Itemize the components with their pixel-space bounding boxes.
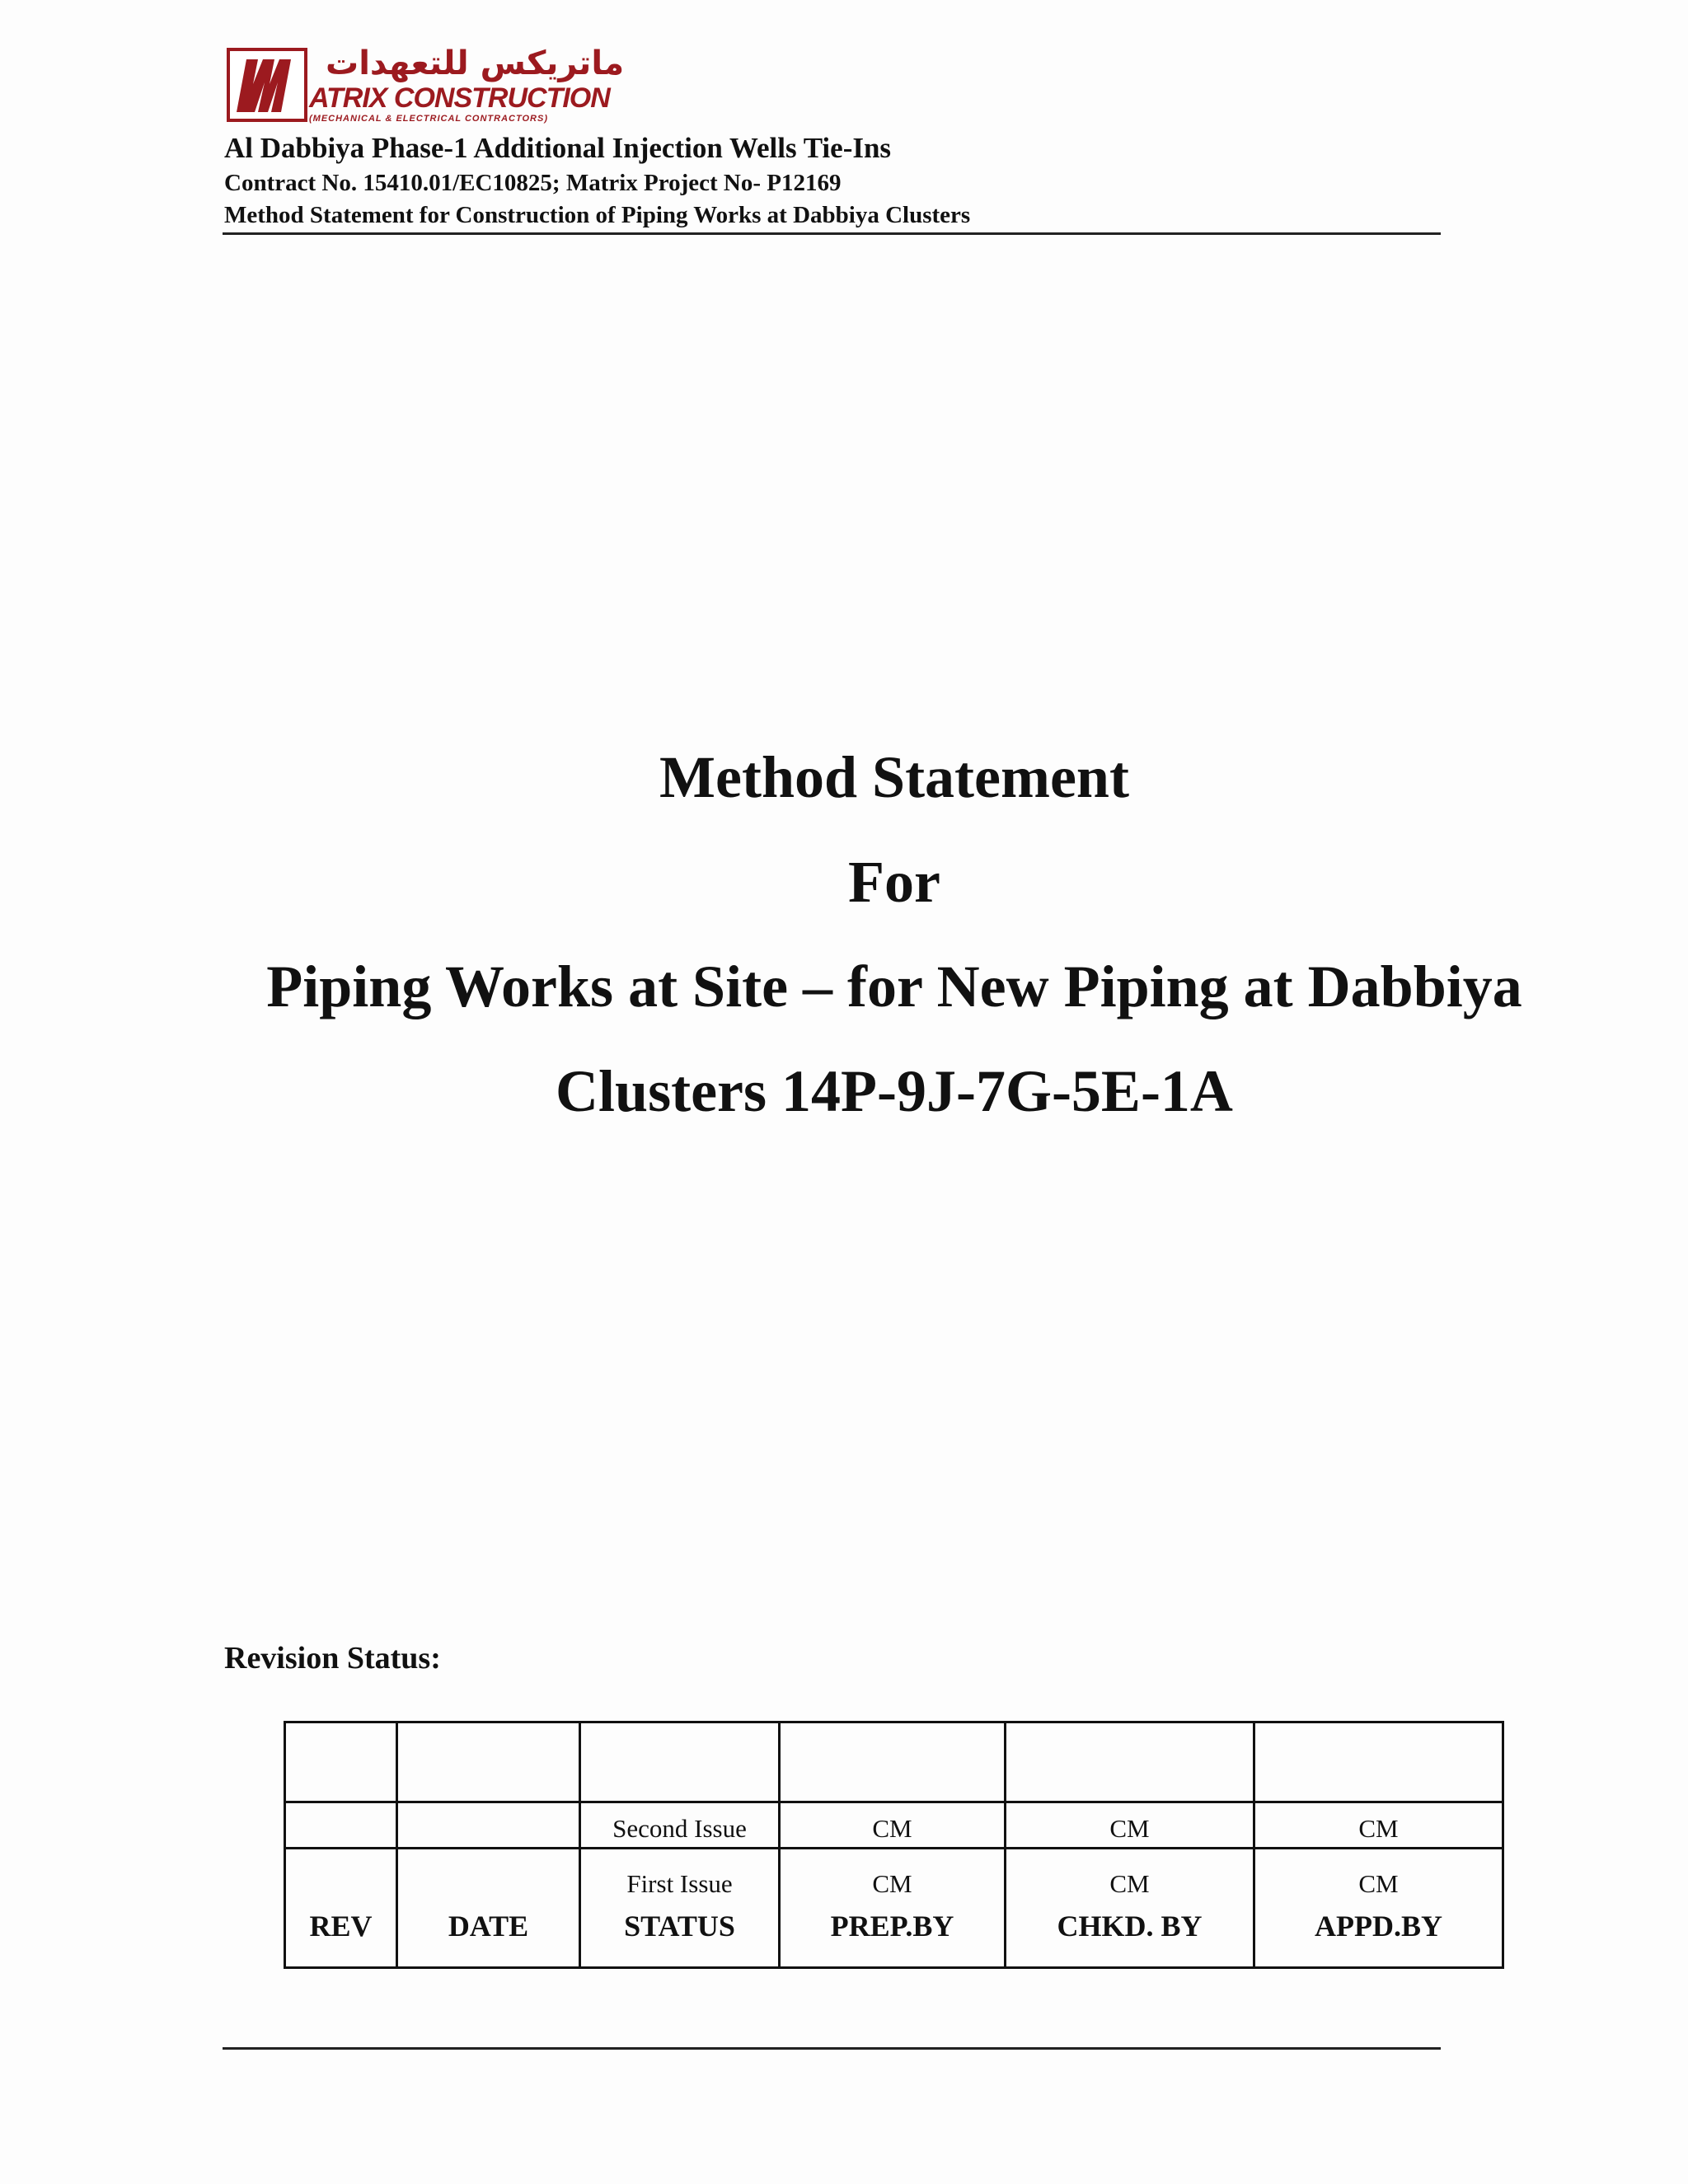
table-row bbox=[285, 1722, 1503, 1802]
header-divider bbox=[223, 232, 1441, 235]
logo-arabic-name: ماتريكس للتعهدات bbox=[326, 45, 625, 82]
table-cell bbox=[1254, 1722, 1503, 1802]
footer-divider bbox=[223, 2047, 1441, 2050]
table-row bbox=[285, 1802, 1503, 1849]
table-cell bbox=[780, 1722, 1006, 1802]
column-header-prepared-by: PREP.BY bbox=[780, 1900, 1006, 1968]
table-cell bbox=[397, 1722, 580, 1802]
logo-m-icon bbox=[230, 51, 304, 119]
table-cell bbox=[397, 1802, 580, 1849]
table-cell: CM bbox=[1254, 1802, 1503, 1849]
company-logo bbox=[227, 45, 625, 127]
table-cell: CM bbox=[780, 1849, 1006, 1901]
title-line-4: Clusters 14P-9J-7G-5E-1A bbox=[556, 1058, 1233, 1124]
table-cell bbox=[397, 1849, 580, 1901]
logo-brand-name: ATRIX CONSTRUCTION bbox=[309, 82, 610, 114]
logo-mark bbox=[227, 48, 307, 122]
table-cell: First Issue bbox=[580, 1849, 780, 1901]
header-document: Method Statement for Construction of Piping Works at Dabbiya Clusters bbox=[224, 202, 971, 228]
title-line-3: Piping Works at Site – for New Piping at Dabbiya bbox=[266, 954, 1522, 1019]
table-cell: CM bbox=[780, 1802, 1006, 1849]
document-title bbox=[165, 725, 1624, 1144]
table-cell: CM bbox=[1254, 1849, 1503, 1901]
table-cell: CM bbox=[1006, 1849, 1254, 1901]
table-cell bbox=[1006, 1722, 1254, 1802]
column-header-checked-by: CHKD. BY bbox=[1006, 1900, 1254, 1968]
revision-table bbox=[284, 1721, 1504, 1969]
table-cell bbox=[285, 1849, 397, 1901]
table-row bbox=[285, 1849, 1503, 1901]
revision-status-label: Revision Status: bbox=[224, 1641, 441, 1675]
header-project: Al Dabbiya Phase-1 Additional Injection Wells Tie-Ins bbox=[224, 132, 892, 164]
title-line-2: For bbox=[848, 849, 940, 915]
column-header-rev: REV bbox=[285, 1900, 397, 1968]
title-line-1: Method Statement bbox=[659, 744, 1129, 810]
table-header-row bbox=[285, 1900, 1503, 1968]
column-header-approved-by: APPD.BY bbox=[1254, 1900, 1503, 1968]
column-header-date: DATE bbox=[397, 1900, 580, 1968]
table-cell: CM bbox=[1006, 1802, 1254, 1849]
table-cell bbox=[285, 1722, 397, 1802]
table-cell bbox=[580, 1722, 780, 1802]
column-header-status: STATUS bbox=[580, 1900, 780, 1968]
table-cell bbox=[285, 1802, 397, 1849]
logo-subtitle: (MECHANICAL & ELECTRICAL CONTRACTORS) bbox=[309, 114, 548, 124]
header-contract: Contract No. 15410.01/EC10825; Matrix Project No- P12169 bbox=[224, 170, 842, 196]
table-cell: Second Issue bbox=[580, 1802, 780, 1849]
